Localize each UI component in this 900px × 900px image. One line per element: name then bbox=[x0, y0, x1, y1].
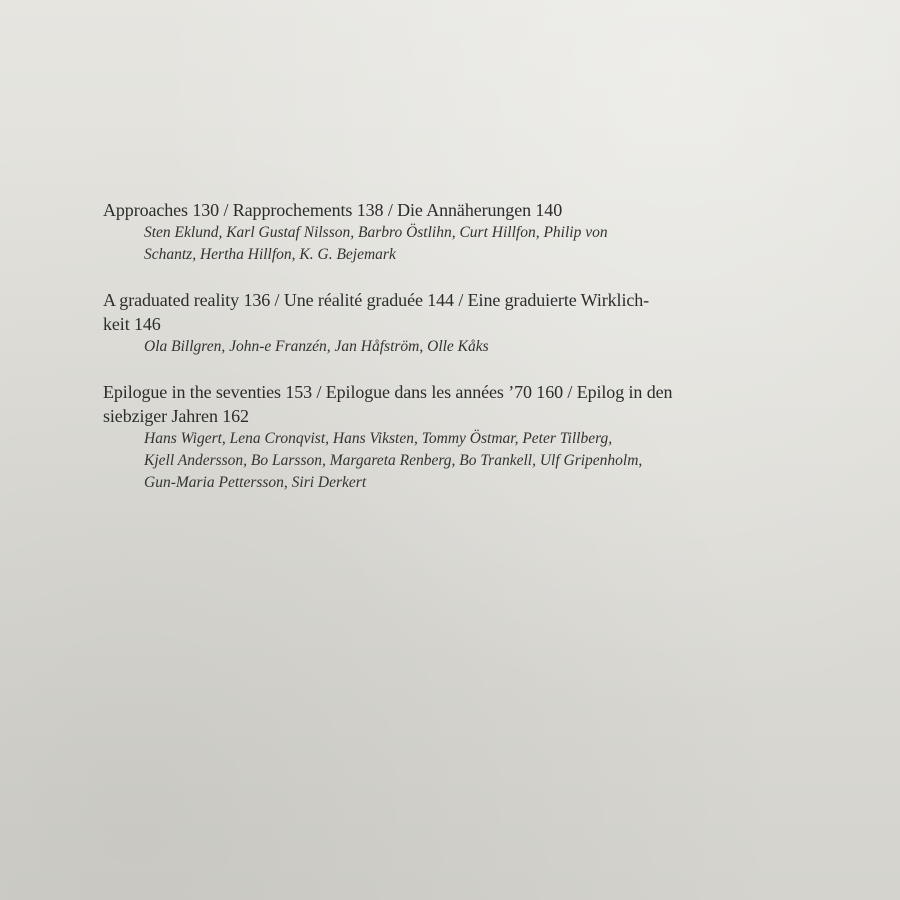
entry-authors-line: Schantz, Hertha Hillfon, K. G. Bejemark bbox=[144, 246, 396, 263]
entry-authors-line: Sten Eklund, Karl Gustaf Nilsson, Barbro Östlihn, Curt Hillfon, Philip von bbox=[144, 224, 608, 241]
entry-authors bbox=[144, 336, 863, 358]
entry-title-line: siebziger Jahren 162 bbox=[103, 406, 249, 426]
entry-title-line: keit 146 bbox=[103, 314, 161, 334]
entry-authors bbox=[144, 428, 863, 494]
entry-authors-line: Kjell Andersson, Bo Larsson, Margareta Renberg, Bo Trankell, Ulf Gripenholm, bbox=[144, 452, 643, 469]
table-of-contents bbox=[103, 198, 863, 516]
entry-authors-line: Gun-Maria Pettersson, Siri Derkert bbox=[144, 474, 367, 491]
toc-entry-graduated-reality bbox=[103, 288, 863, 358]
entry-authors bbox=[144, 222, 863, 266]
entry-authors-line: Ola Billgren, John-e Franzén, Jan Håfström, Olle Kåks bbox=[144, 338, 489, 355]
entry-title bbox=[103, 198, 863, 222]
entry-title-line: A graduated reality 136 / Une réalité graduée 144 / Eine graduierte Wirklich- bbox=[103, 290, 650, 310]
entry-title-line: Epilogue in the seventies 153 / Epilogue dans les années ’70 160 / Epilog in den bbox=[103, 382, 673, 402]
toc-entry-epilogue bbox=[103, 380, 863, 494]
entry-title-line: Approaches 130 / Rapprochements 138 / Die Annäherungen 140 bbox=[103, 200, 563, 220]
entry-title bbox=[103, 380, 863, 428]
toc-entry-approaches bbox=[103, 198, 863, 266]
entry-title bbox=[103, 288, 863, 336]
entry-authors-line: Hans Wigert, Lena Cronqvist, Hans Viksten, Tommy Östmar, Peter Tillberg, bbox=[144, 430, 613, 447]
